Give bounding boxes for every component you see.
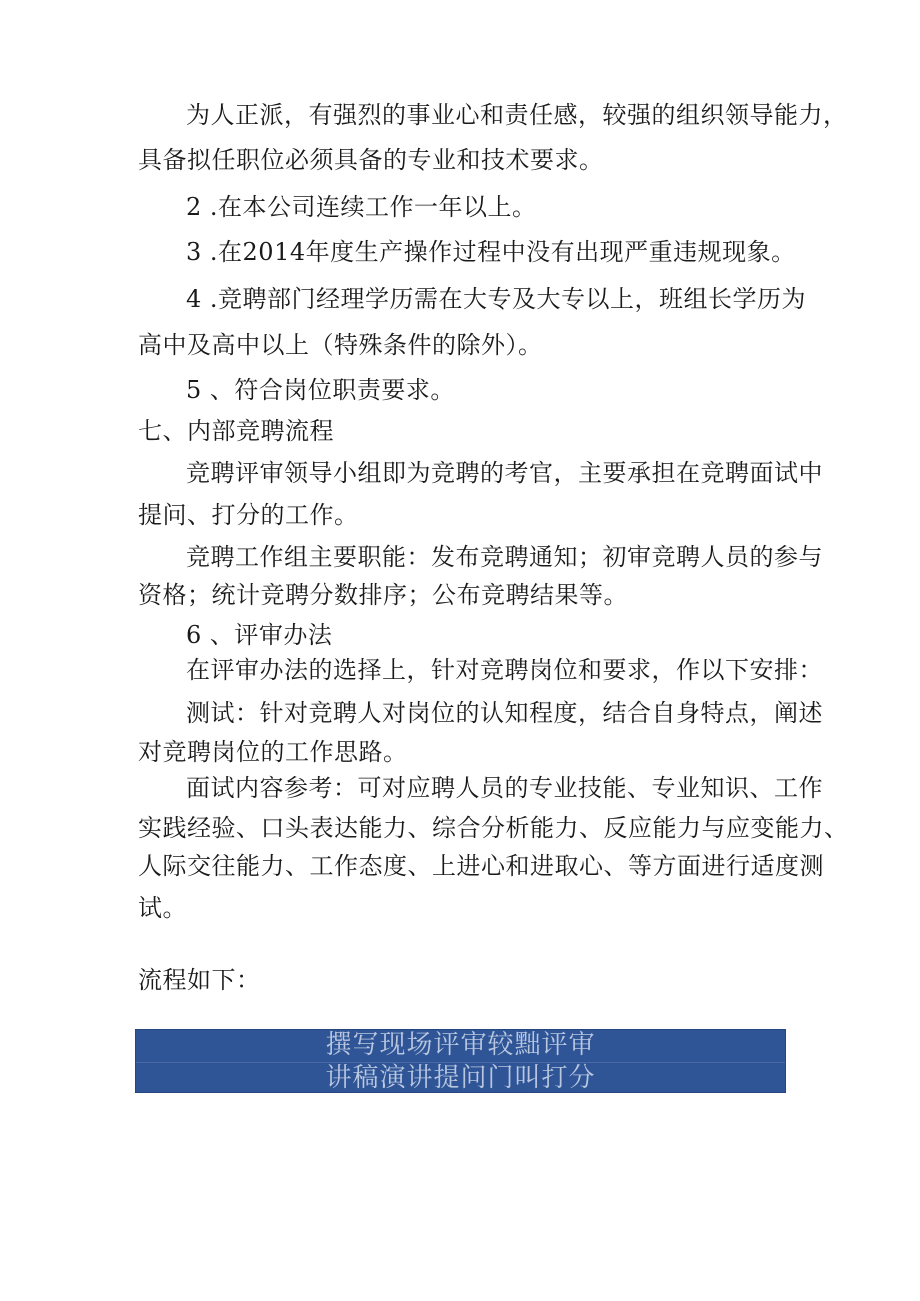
- flow-row-stages: 撰写现场评审较黜评审: [325, 1030, 596, 1060]
- paragraph-line: 为人正派，有强烈的事业心和责任感，较强的组织领导能力，: [186, 101, 848, 129]
- paragraph-line: 竞聘评审领导小组即为竞聘的考官，主要承担在竞聘面试中: [186, 459, 823, 487]
- paragraph-line: 人际交往能力、工作态度、上进心和进取心、等方面进行适度测: [138, 852, 824, 880]
- flow-intro: 流程如下：: [138, 966, 261, 994]
- paragraph-line: 测试：针对竞聘人对岗位的认知程度，结合自身特点，阐述: [186, 699, 823, 727]
- list-item-3: 3 .在2014年度生产操作过程中没有出现严重违规现象。: [186, 238, 796, 266]
- paragraph-line: 具备拟任职位必须具备的专业和技术要求。: [138, 146, 604, 174]
- paragraph-line: 试。: [138, 894, 187, 922]
- paragraph-line: 实践经验、口头表达能力、综合分析能力、反应能力与应变能力、: [138, 814, 849, 842]
- paragraph-line: 面试内容参考：可对应聘人员的专业技能、专业知识、工作: [186, 774, 823, 802]
- list-item-2: 2 .在本公司连续工作一年以上。: [186, 193, 537, 221]
- section-heading: 七、内部竞聘流程: [138, 417, 334, 445]
- subsection-heading: 6 、评审办法: [186, 621, 333, 649]
- paragraph-line: 在评审办法的选择上，针对竞聘岗位和要求，作以下安排：: [186, 656, 823, 684]
- flow-diagram: [135, 1029, 786, 1093]
- paragraph-line: 高中及高中以上（特殊条件的除外）。: [138, 331, 543, 359]
- paragraph-line: 资格；统计竞聘分数排序；公布竞聘结果等。: [138, 581, 628, 609]
- paragraph-line: 提问、打分的工作。: [138, 501, 359, 529]
- list-item-4: 4 .竞聘部门经理学历需在大专及大专以上，班组长学历为: [186, 285, 807, 313]
- paragraph-line: 竞聘工作组主要职能：发布竞聘通知；初审竞聘人员的参与: [186, 543, 823, 571]
- paragraph-line: 对竞聘岗位的工作思路。: [138, 738, 408, 766]
- flow-row-activities: 讲稿演讲提问门叫打分: [136, 1062, 785, 1094]
- list-item-5: 5 、符合岗位职责要求。: [186, 376, 455, 404]
